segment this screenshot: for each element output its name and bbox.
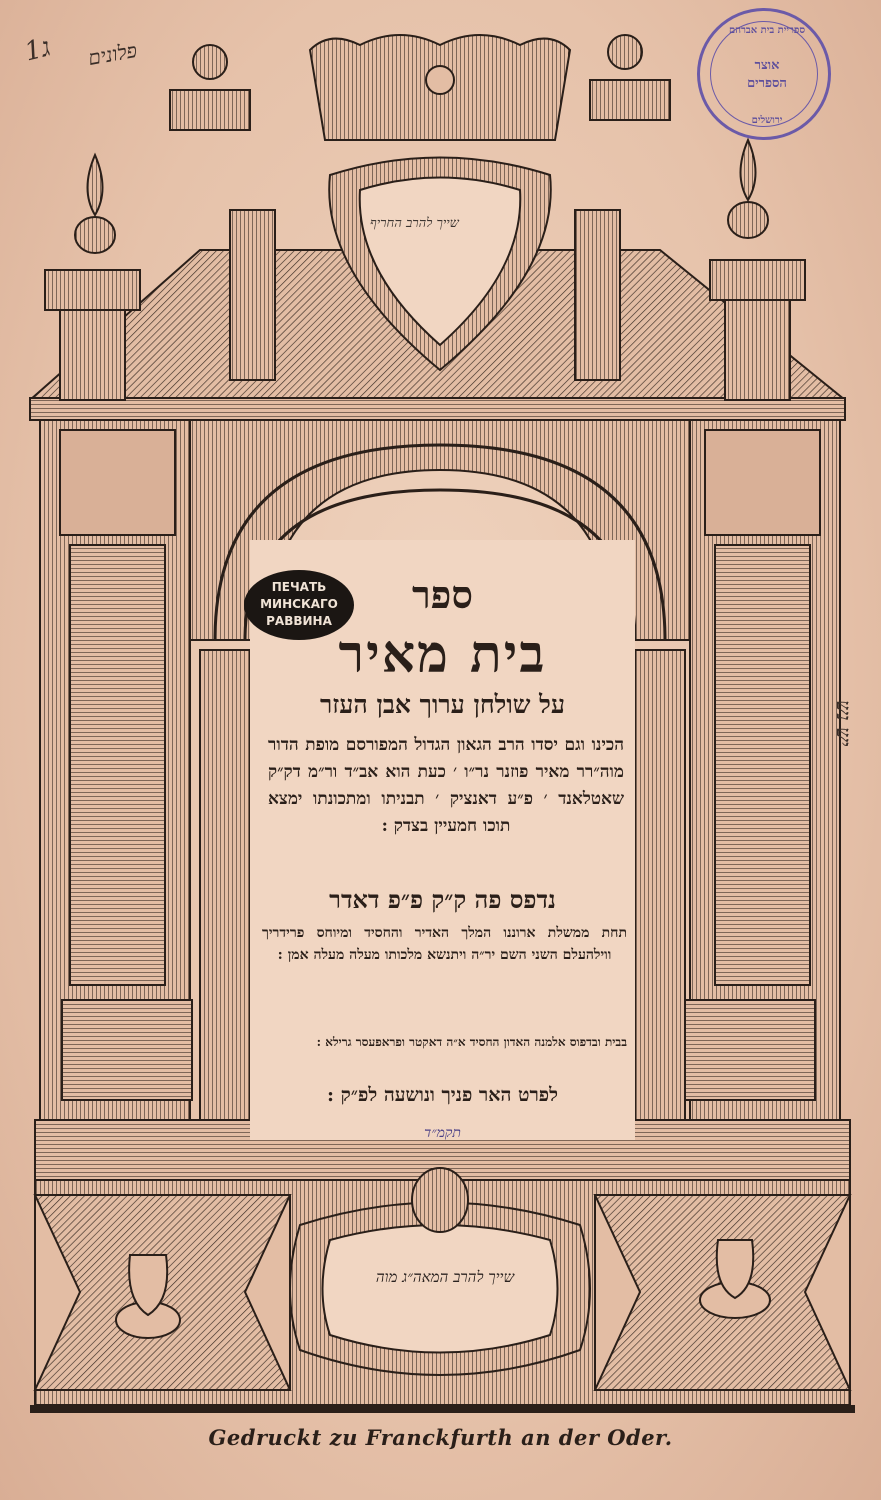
library-stamp	[697, 8, 831, 140]
stamp-line: אוצר	[754, 58, 780, 73]
handwritten-number: 1ג	[21, 32, 54, 68]
stamp-ring	[710, 21, 818, 127]
right-column	[685, 420, 840, 1120]
stamp-line: ПЕЧАТЬ	[271, 580, 327, 594]
royal-rule: תחת ממשלת ארוננו המלך האדיר והחסיד ומיוחס פרידריך ווילהעלם השני השם יר״ה ויתנשא מלכותו מעלה מעלה אמן :	[262, 925, 627, 963]
german-imprint: Gedruckt zu Franckfurth an der Oder.	[208, 1425, 673, 1450]
shield-inscription: שייך להרב החריף	[370, 216, 459, 231]
printer-line: בבית ובדפוס אלמנה האדון החסיד א״ה דאקטר ופראפעסר גרילא :	[316, 1035, 627, 1049]
cartouche-inscription: שייך להרב המאה״ג מוה	[375, 1268, 515, 1286]
base	[35, 1120, 850, 1405]
year-chronogram: לפרט האר פניך ונושעה לפ״ק :	[326, 1084, 559, 1106]
crown	[310, 35, 570, 140]
handwritten-year: תקמ״ד	[424, 1125, 461, 1141]
book-label: ספר	[412, 572, 473, 617]
rabbi-stamp	[244, 570, 354, 640]
author-description: הכינו וגם יסדו הרב הגאון הגדול המפורסם מופת הדור מוה״רר מאיר פוזנר נר״ו ׳ כעת הוא אב״ד ור״מ דק״ק שאטלאנד ׳ פ״ע דאנציק ׳ תבניתו ומתכונתו ימצא תוכו חמעיין בצדק :	[268, 735, 624, 836]
stamp-line: ספריית בית אברהם	[728, 25, 806, 36]
stamp-line: הספרים	[747, 76, 787, 91]
stamp-line: ירושלים	[751, 115, 783, 126]
printing-place: נדפס פה ק״ק פ״פ דאדר	[329, 885, 556, 914]
margin-note: יש נש	[832, 700, 856, 747]
subtitle: על שולחן ערוך אבן העזר	[320, 690, 565, 719]
left-column	[40, 420, 192, 1120]
stamp-line: МИНСКАГО	[260, 597, 338, 611]
stamp-line: РАВВИНА	[266, 614, 332, 628]
handwritten-note: פלונים	[86, 37, 139, 71]
book-title: בית מאיר	[338, 624, 547, 685]
